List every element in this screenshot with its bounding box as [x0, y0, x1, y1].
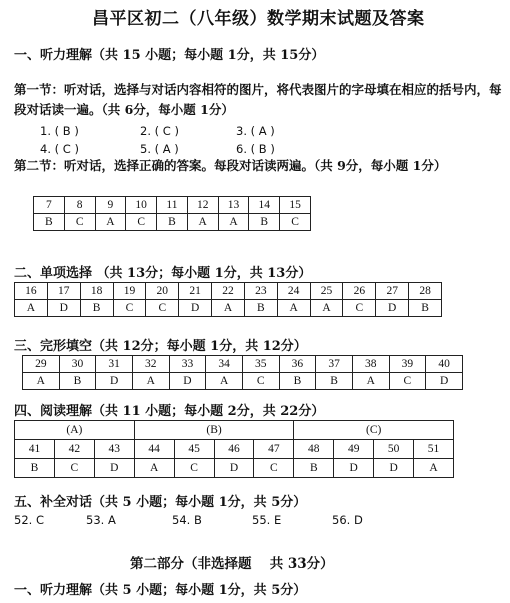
table-row	[15, 440, 454, 459]
question-number-cell: 39	[389, 356, 426, 373]
answer-56: 56. D	[332, 513, 363, 527]
table-row	[15, 283, 442, 300]
answer-2: 2. ( C )	[140, 124, 179, 138]
question-number-cell: 18	[80, 283, 113, 300]
answer-letter-cell: A	[15, 300, 48, 317]
answer-letter-cell: B	[409, 300, 442, 317]
answer-letter-cell: A	[277, 300, 310, 317]
question-number-cell: 27	[376, 283, 409, 300]
answer-letter-cell: D	[334, 459, 374, 478]
answer-letter-cell: D	[47, 300, 80, 317]
answer-letter-cell: B	[294, 459, 334, 478]
answer-letter-cell: D	[376, 300, 409, 317]
answer-letter-cell: A	[414, 459, 454, 478]
question-number-cell: 33	[169, 356, 206, 373]
answer-letter-cell: A	[206, 373, 243, 390]
answer-letter-cell: C	[280, 214, 311, 231]
answer-letter-cell: C	[174, 459, 214, 478]
question-number-cell: 13	[218, 197, 249, 214]
answer-letter-cell: B	[157, 214, 188, 231]
answer-table-41-51	[14, 420, 454, 478]
answer-letter-cell: A	[212, 300, 245, 317]
question-number-cell: 51	[414, 440, 454, 459]
answer-letter-cell: C	[54, 459, 94, 478]
answer-letter-cell: C	[126, 214, 157, 231]
page-title: 昌平区初二（八年级）数学期末试题及答案	[92, 9, 425, 29]
answer-5: 5. ( A )	[140, 142, 179, 156]
question-number-cell: 29	[23, 356, 60, 373]
answer-letter-cell: B	[34, 214, 65, 231]
question-number-cell: 46	[214, 440, 254, 459]
table-row	[15, 300, 442, 317]
question-number-cell: 36	[279, 356, 316, 373]
answer-letter-cell: A	[134, 459, 174, 478]
answer-letter-cell: A	[187, 214, 218, 231]
answer-letter-cell: D	[179, 300, 212, 317]
answer-table-16-28	[14, 282, 442, 317]
question-number-cell: 16	[15, 283, 48, 300]
answer-letter-cell: B	[249, 214, 280, 231]
answer-letter-cell: A	[352, 373, 389, 390]
group-a-header: (A)	[15, 421, 135, 440]
answer-letter-cell: A	[218, 214, 249, 231]
answer-letter-cell: B	[59, 373, 96, 390]
question-number-cell: 50	[374, 440, 414, 459]
part5-heading: 五、补全对话（共 5 小题；每小题 1分，共 5分）	[14, 495, 307, 510]
question-number-cell: 26	[343, 283, 376, 300]
answer-letter-cell: D	[169, 373, 206, 390]
question-number-cell: 32	[132, 356, 169, 373]
question-number-cell: 34	[206, 356, 243, 373]
question-number-cell: 8	[64, 197, 95, 214]
question-number-cell: 49	[334, 440, 374, 459]
question-number-cell: 31	[96, 356, 133, 373]
question-number-cell: 10	[126, 197, 157, 214]
answer-letter-cell: C	[113, 300, 146, 317]
question-number-cell: 17	[47, 283, 80, 300]
part2-heading: 二、单项选择 （共 13分；每小题 1分，共 13分）	[14, 266, 312, 281]
question-number-cell: 7	[34, 197, 65, 214]
answer-letter-cell: D	[374, 459, 414, 478]
question-number-cell: 48	[294, 440, 334, 459]
answer-table-29-40	[22, 355, 463, 390]
answer-letter-cell: B	[244, 300, 277, 317]
question-number-cell: 22	[212, 283, 245, 300]
question-number-cell: 45	[174, 440, 214, 459]
answer-letter-cell: B	[316, 373, 353, 390]
answer-table-7-15	[33, 196, 311, 231]
answer-letter-cell: B	[80, 300, 113, 317]
answer-letter-cell: A	[310, 300, 343, 317]
question-number-cell: 35	[242, 356, 279, 373]
question-number-cell: 9	[95, 197, 126, 214]
answer-55: 55. E	[252, 513, 282, 527]
question-number-cell: 15	[280, 197, 311, 214]
question-number-cell: 25	[310, 283, 343, 300]
question-number-cell: 11	[157, 197, 188, 214]
question-number-cell: 14	[249, 197, 280, 214]
table-row	[23, 373, 463, 390]
answer-1: 1. ( B )	[40, 124, 79, 138]
answer-52: 52. C	[14, 513, 44, 527]
table-row	[15, 421, 454, 440]
answer-letter-cell: A	[95, 214, 126, 231]
question-number-cell: 23	[244, 283, 277, 300]
table-row	[34, 197, 311, 214]
question-number-cell: 19	[113, 283, 146, 300]
table-row	[23, 356, 463, 373]
question-number-cell: 20	[146, 283, 179, 300]
question-number-cell: 21	[179, 283, 212, 300]
answer-letter-cell: C	[146, 300, 179, 317]
question-number-cell: 37	[316, 356, 353, 373]
answer-letter-cell: C	[389, 373, 426, 390]
answer-letter-cell: C	[254, 459, 294, 478]
answer-letter-cell: B	[279, 373, 316, 390]
section-two-heading: 第二部分（非选择题 共 33分）	[130, 556, 334, 572]
answer-letter-cell: A	[132, 373, 169, 390]
question-number-cell: 30	[59, 356, 96, 373]
question-number-cell: 12	[187, 197, 218, 214]
group-c-header: (C)	[294, 421, 454, 440]
part1-heading: 一、听力理解（共 15 小题；每小题 1分，共 15分）	[14, 48, 325, 63]
answer-6: 6. ( B )	[236, 142, 275, 156]
answer-3: 3. ( A )	[236, 124, 275, 138]
part1-section2-instruction: 第二节：听对话，选择正确的答案。每段对话读两遍。（共 9分，每小题 1分）	[14, 158, 447, 173]
answer-4: 4. ( C )	[40, 142, 79, 156]
answer-letter-cell: C	[64, 214, 95, 231]
question-number-cell: 24	[277, 283, 310, 300]
part3-heading: 三、完形填空（共 12分；每小题 1分，共 12分）	[14, 339, 307, 354]
answer-letter-cell: A	[23, 373, 60, 390]
answer-letter-cell: D	[426, 373, 463, 390]
group-b-header: (B)	[134, 421, 294, 440]
answer-letter-cell: C	[343, 300, 376, 317]
answer-54: 54. B	[172, 513, 202, 527]
table-row	[34, 214, 311, 231]
question-number-cell: 40	[426, 356, 463, 373]
answer-53: 53. A	[86, 513, 116, 527]
question-number-cell: 38	[352, 356, 389, 373]
table-row	[15, 459, 454, 478]
part4-heading: 四、阅读理解（共 11 小题；每小题 2分，共 22分）	[14, 404, 325, 419]
answer-letter-cell: B	[15, 459, 55, 478]
question-number-cell: 43	[94, 440, 134, 459]
answer-letter-cell: D	[214, 459, 254, 478]
part1-section1-instruction: 第一节：听对话，选择与对话内容相符的图片，将代表图片的字母填在相应的括号内，每段对话读一遍。（共 6分，每小题 1分）	[14, 82, 502, 117]
question-number-cell: 42	[54, 440, 94, 459]
answer-letter-cell: C	[242, 373, 279, 390]
question-number-cell: 44	[134, 440, 174, 459]
question-number-cell: 47	[254, 440, 294, 459]
question-number-cell: 28	[409, 283, 442, 300]
question-number-cell: 41	[15, 440, 55, 459]
answer-letter-cell: D	[94, 459, 134, 478]
section-two-sub-heading: 一、听力理解（共 5 小题；每小题 1分，共 5分）	[14, 583, 307, 598]
answer-letter-cell: D	[96, 373, 133, 390]
